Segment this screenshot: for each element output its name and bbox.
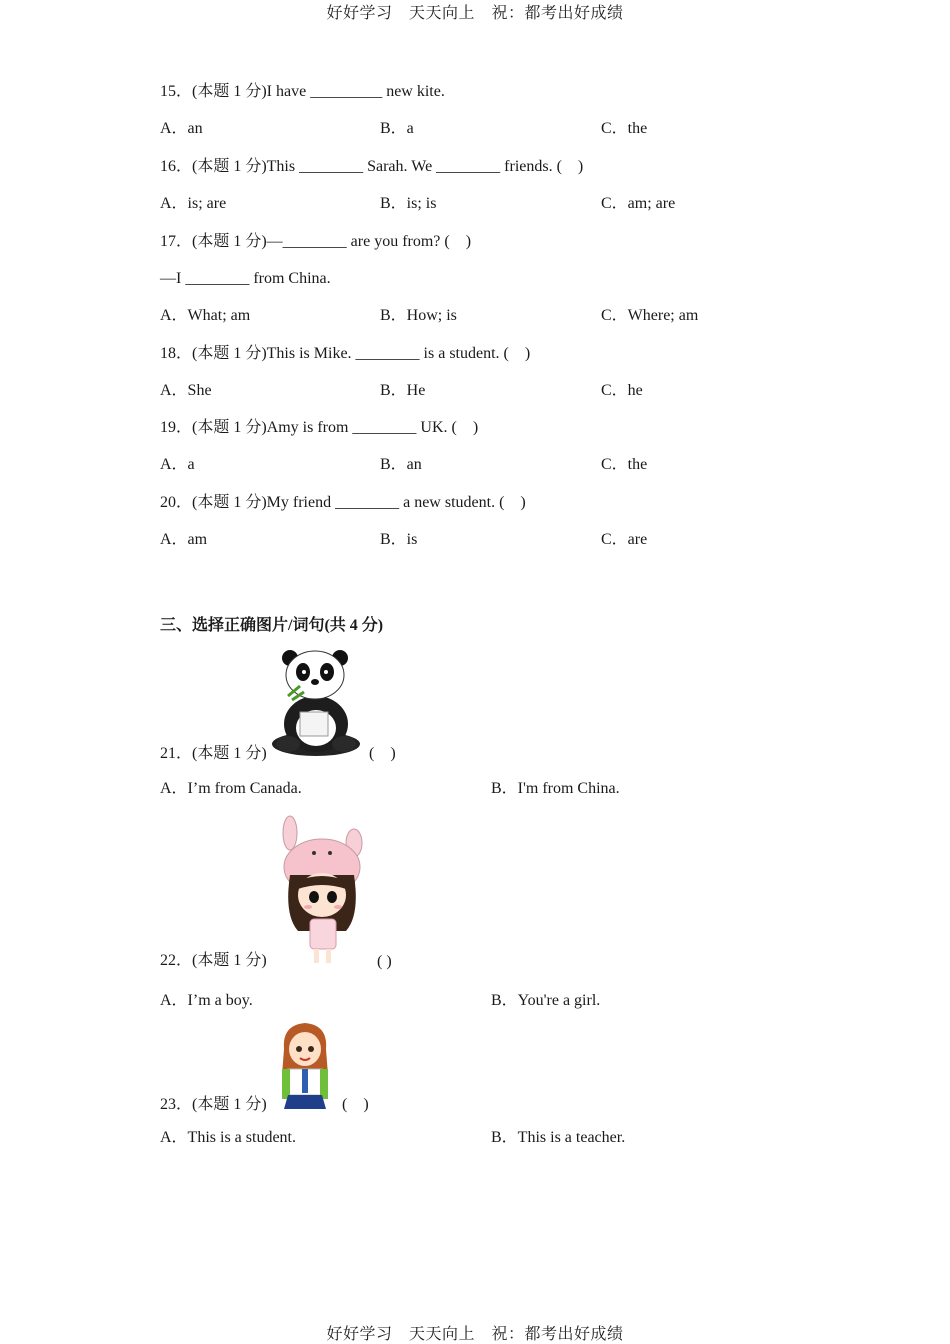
question-22-answer-paren[interactable]: ( ) — [377, 953, 392, 970]
panda-picture — [270, 648, 362, 763]
question-18-option-a[interactable]: A．She — [160, 382, 212, 399]
question-18-option-c[interactable]: C．he — [601, 382, 643, 399]
question-15-stem: 15．(本题 1 分)I have _________ new kite. — [160, 83, 445, 100]
section-3-heading: 三、选择正确图片/词句(共 4 分) — [160, 617, 384, 634]
question-20-option-b[interactable]: B．is — [380, 531, 418, 548]
question-19-option-b[interactable]: B．an — [380, 456, 422, 473]
question-19-option-a[interactable]: A．a — [160, 456, 195, 473]
question-21-option-a[interactable]: A．I’m from Canada. — [160, 780, 302, 797]
question-21-option-b[interactable]: B．I'm from China. — [491, 780, 620, 797]
question-17-option-b[interactable]: B．How; is — [380, 307, 457, 324]
question-23-option-b[interactable]: B．This is a teacher. — [491, 1129, 626, 1146]
question-16-stem: 16．(本题 1 分)This ________ Sarah. We ________ friends. ( ) — [160, 158, 584, 175]
question-17-stem-line-2: —I ________ from China. — [160, 270, 331, 287]
question-17-option-c[interactable]: C．Where; am — [601, 307, 699, 324]
question-23-option-a[interactable]: A．This is a student. — [160, 1129, 296, 1146]
question-18-option-b[interactable]: B．He — [380, 382, 426, 399]
page-header: 好好学习 天天向上 祝：都考出好成绩 — [326, 5, 624, 22]
girl-in-bunny-hat-picture — [276, 815, 368, 972]
question-15-option-a[interactable]: A．an — [160, 120, 203, 137]
question-17-option-a[interactable]: A．What; am — [160, 307, 251, 324]
question-20-option-a[interactable]: A．am — [160, 531, 208, 548]
question-16-option-c[interactable]: C．am; are — [601, 195, 676, 212]
question-22-option-b[interactable]: B．You're a girl. — [491, 992, 601, 1009]
question-16-option-b[interactable]: B．is; is — [380, 195, 437, 212]
question-21-answer-paren[interactable]: ( ) — [369, 745, 396, 762]
question-23-answer-paren[interactable]: ( ) — [342, 1096, 369, 1113]
question-20-option-c[interactable]: C．are — [601, 531, 648, 548]
question-15-option-c[interactable]: C．the — [601, 120, 648, 137]
question-16-option-a[interactable]: A．is; are — [160, 195, 227, 212]
page-footer: 好好学习 天天向上 祝：都考出好成绩 — [326, 1326, 624, 1343]
question-23-prefix: 23．(本题 1 分) — [160, 1096, 267, 1113]
question-17-stem: 17．(本题 1 分)—________ are you from? ( ) — [160, 233, 472, 250]
question-19-option-c[interactable]: C．the — [601, 456, 648, 473]
question-21-prefix: 21．(本题 1 分) — [160, 745, 267, 762]
question-19-stem: 19．(本题 1 分)Amy is from ________ UK. ( ) — [160, 419, 479, 436]
question-18-stem: 18．(本题 1 分)This is Mike. ________ is a student. ( ) — [160, 345, 531, 362]
question-15-option-b[interactable]: B．a — [380, 120, 414, 137]
question-22-option-a[interactable]: A．I’m a boy. — [160, 992, 253, 1009]
question-20-stem: 20．(本题 1 分)My friend ________ a new student. ( ) — [160, 494, 526, 511]
student-girl-picture — [276, 1019, 334, 1116]
question-22-prefix: 22．(本题 1 分) — [160, 952, 267, 969]
